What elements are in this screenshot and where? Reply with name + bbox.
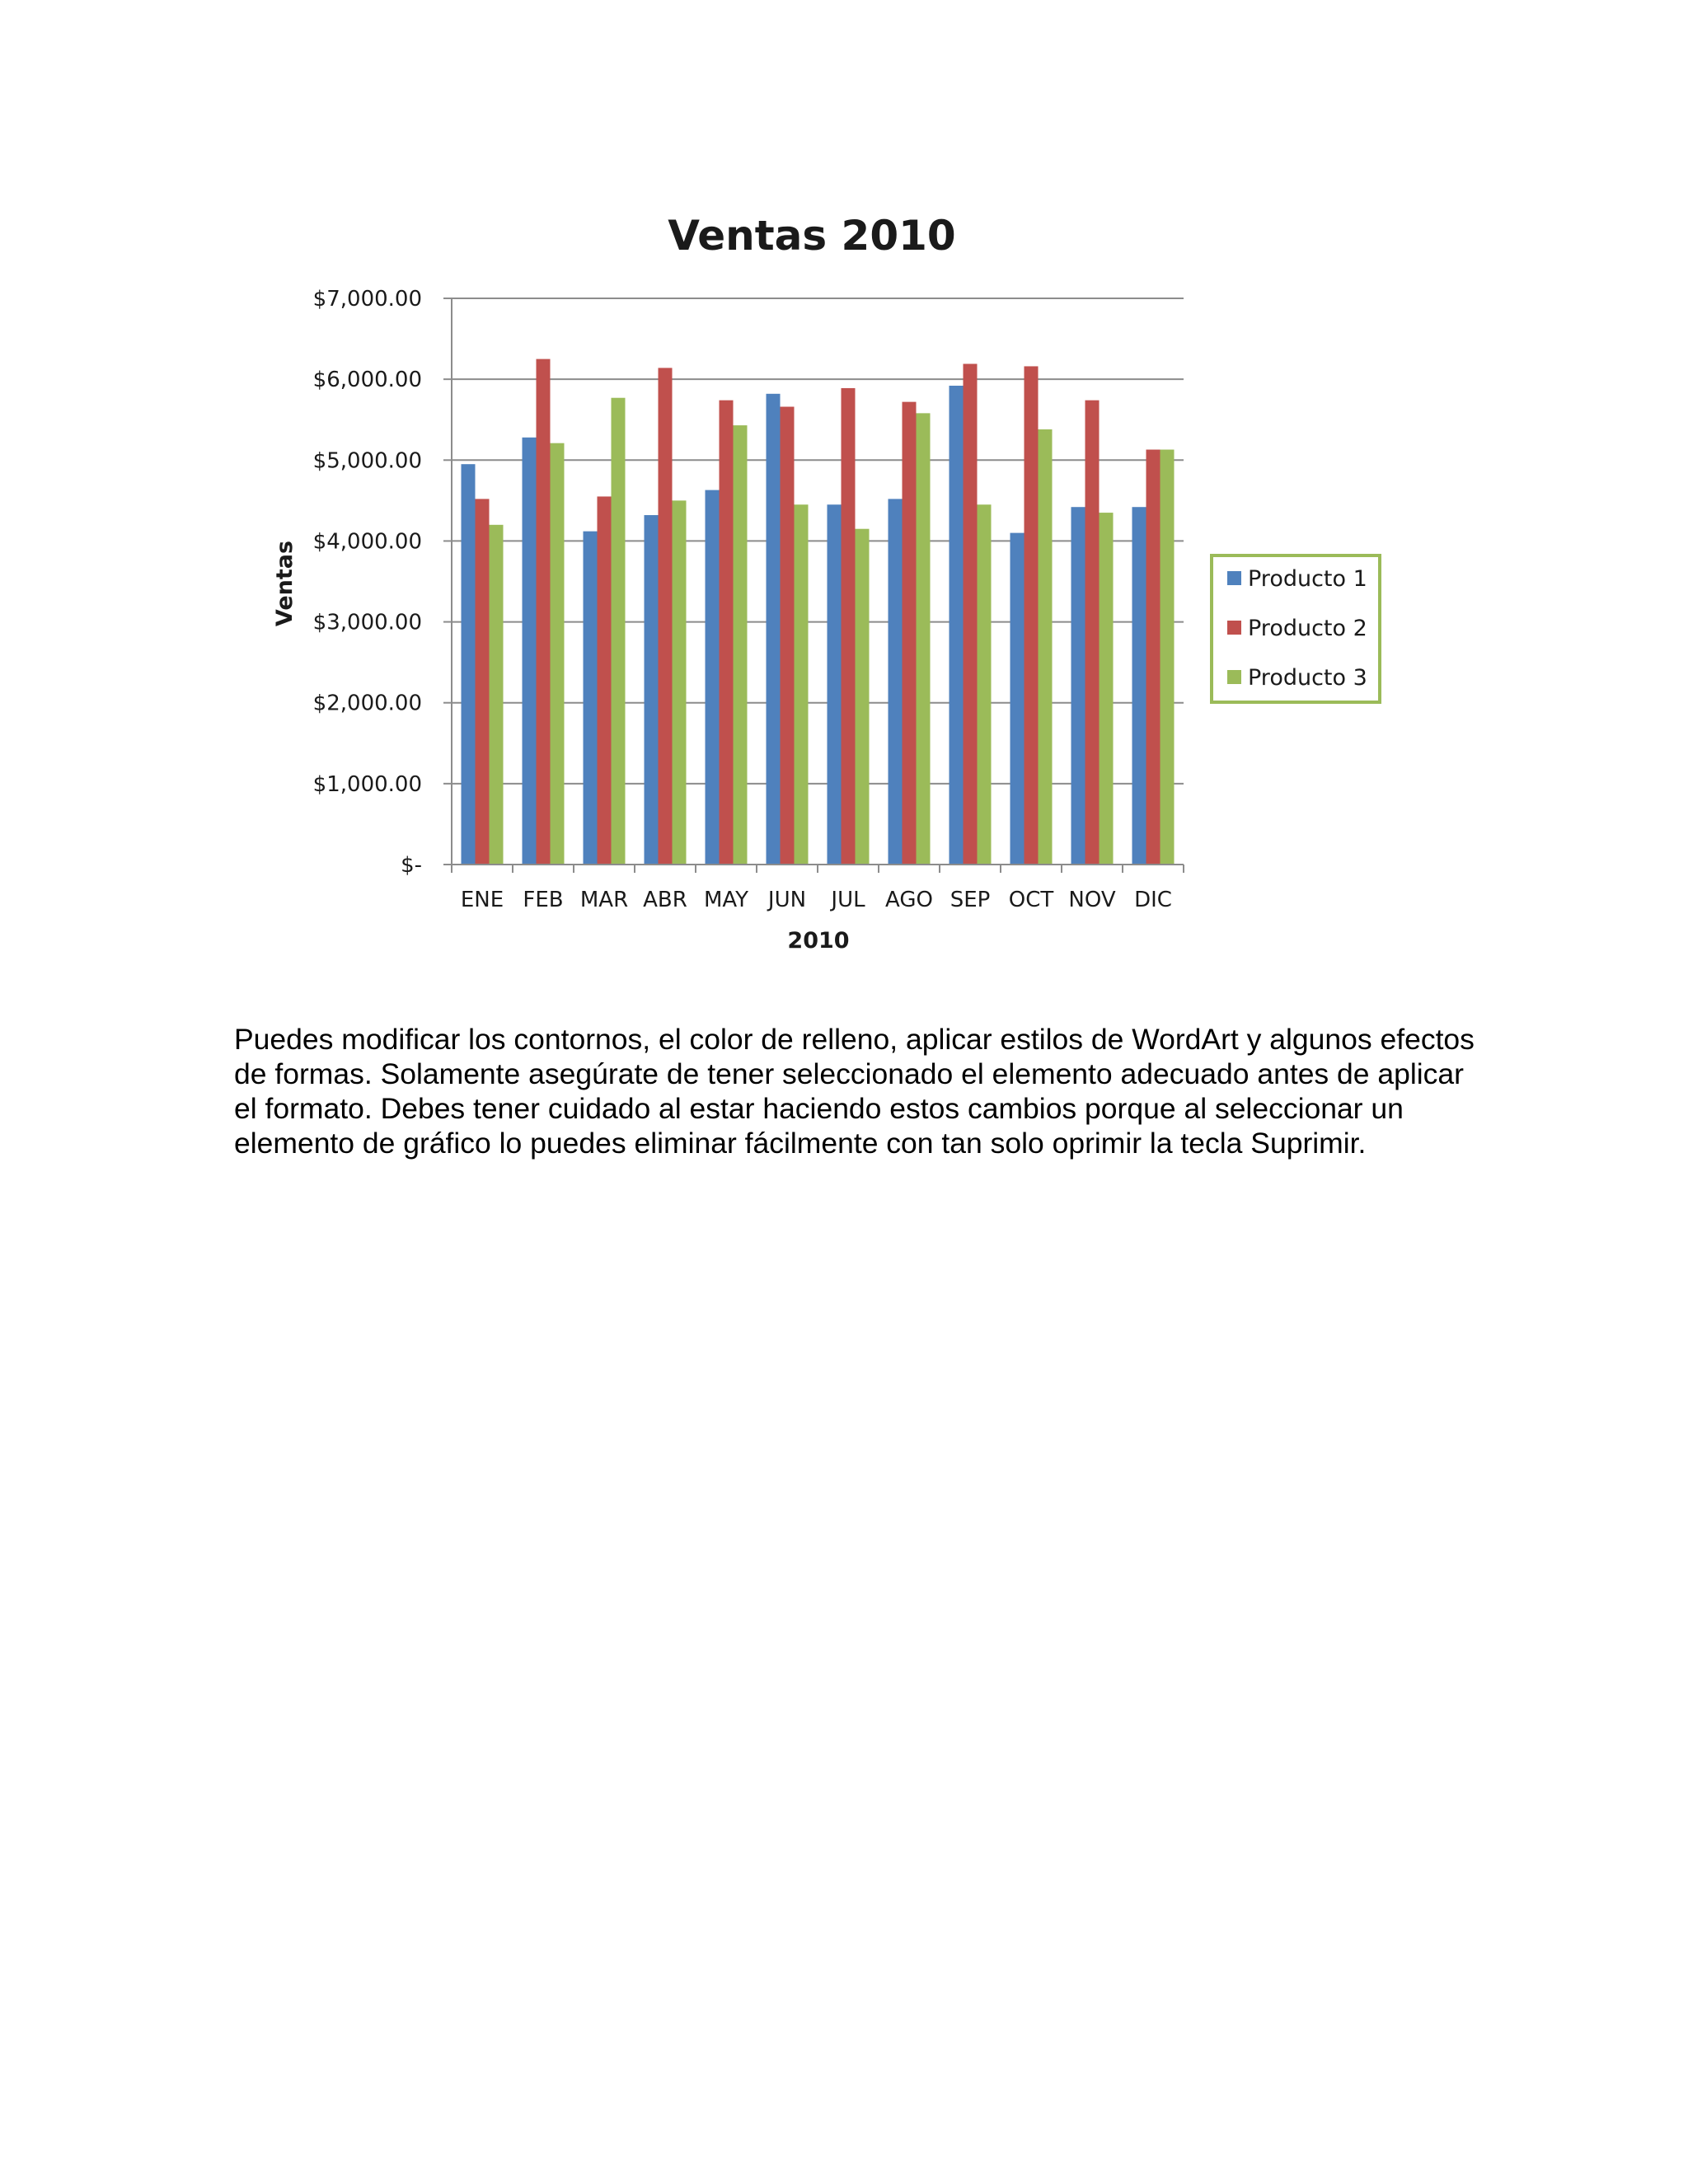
bar-producto-3-nov [1100, 513, 1114, 865]
body-paragraph: Puedes modificar los contornos, el color de relleno, aplicar estilos de WordArt y algunos efectos de formas. Solamente asegúrate de tener seleccionado el elemento adecuado antes de aplicar el formato. Debes tener cuidado al estar haciendo estos cambios porque al seleccionar un elemento de gráfico lo puedes eliminar fácilmente con tan solo oprimir la tecla Suprimir. [234, 1023, 1475, 1160]
y-tick-label: $5,000.00 [312, 448, 422, 474]
bar-producto-3-abr [673, 500, 687, 865]
bar-producto-1-dic [1132, 507, 1146, 865]
legend-label: Producto 3 [1248, 665, 1367, 691]
bar-producto-1-nov [1071, 507, 1085, 865]
bar-producto-1-sep [950, 386, 964, 865]
bar-producto-2-ago [903, 402, 917, 865]
bar-producto-2-mar [598, 496, 612, 865]
chart-bars [462, 359, 1175, 865]
x-tick-label: JUN [767, 888, 807, 912]
bar-producto-3-sep [978, 504, 992, 865]
bar-producto-3-may [734, 425, 748, 865]
bar-producto-2-jun [781, 407, 795, 865]
y-tick-label: $1,000.00 [312, 771, 422, 797]
bar-producto-1-feb [523, 438, 537, 865]
legend-swatch [1227, 621, 1241, 635]
y-tick-label: $7,000.00 [312, 287, 422, 312]
x-tick-label: MAY [703, 888, 749, 912]
x-tick-label: ENE [460, 888, 504, 912]
y-tick-label: $3,000.00 [312, 610, 422, 635]
bar-producto-3-oct [1039, 429, 1053, 865]
x-tick-label: FEB [523, 888, 564, 912]
x-tick-label: AGO [885, 888, 933, 912]
x-axis-title: 2010 [787, 928, 850, 954]
bar-producto-3-ene [490, 525, 504, 865]
bar-producto-2-dic [1146, 450, 1160, 865]
bar-producto-2-may [720, 401, 734, 865]
bar-producto-1-abr [645, 515, 659, 865]
chart [0, 0, 1688, 989]
legend-swatch [1227, 670, 1241, 684]
y-tick-label: $2,000.00 [312, 691, 422, 716]
y-tick-label: $6,000.00 [312, 368, 422, 393]
x-tick-label: JUL [831, 888, 865, 912]
legend-label: Producto 1 [1248, 566, 1367, 592]
bar-producto-3-jul [856, 529, 870, 865]
x-tick-label: OCT [1008, 888, 1054, 912]
bar-producto-1-ago [889, 499, 903, 865]
bar-producto-1-jun [767, 394, 781, 865]
bar-producto-2-jul [842, 388, 856, 865]
bar-producto-2-abr [659, 368, 673, 865]
x-tick-label: NOV [1068, 888, 1116, 912]
x-tick-label: ABR [643, 888, 687, 912]
y-axis-ticks [313, 287, 452, 878]
bar-producto-1-may [706, 490, 720, 865]
legend [1212, 555, 1380, 702]
y-tick-label: $- [401, 853, 422, 878]
legend-swatch [1227, 571, 1241, 585]
x-axis-ticks [452, 865, 1184, 912]
bar-producto-3-ago [917, 413, 931, 865]
bar-producto-2-ene [476, 499, 490, 865]
y-tick-label: $4,000.00 [312, 529, 422, 555]
bar-producto-1-oct [1010, 533, 1025, 865]
legend-label: Producto 2 [1248, 616, 1367, 641]
bar-producto-3-jun [795, 504, 809, 865]
bar-producto-2-oct [1025, 366, 1039, 865]
bar-producto-1-ene [462, 464, 476, 865]
chart-title: Ventas 2010 [668, 212, 956, 260]
y-axis-title: Ventas [272, 540, 298, 627]
x-tick-label: MAR [579, 888, 629, 912]
bar-producto-2-nov [1085, 401, 1100, 865]
bar-producto-1-jul [828, 504, 842, 865]
bar-producto-1-mar [584, 532, 598, 865]
bar-producto-3-dic [1160, 450, 1175, 865]
x-tick-label: SEP [950, 888, 991, 912]
bar-producto-2-sep [964, 363, 978, 865]
x-tick-label: DIC [1134, 888, 1172, 912]
bar-producto-3-mar [612, 398, 626, 865]
bar-producto-3-feb [551, 443, 565, 865]
bar-producto-2-feb [537, 359, 551, 865]
